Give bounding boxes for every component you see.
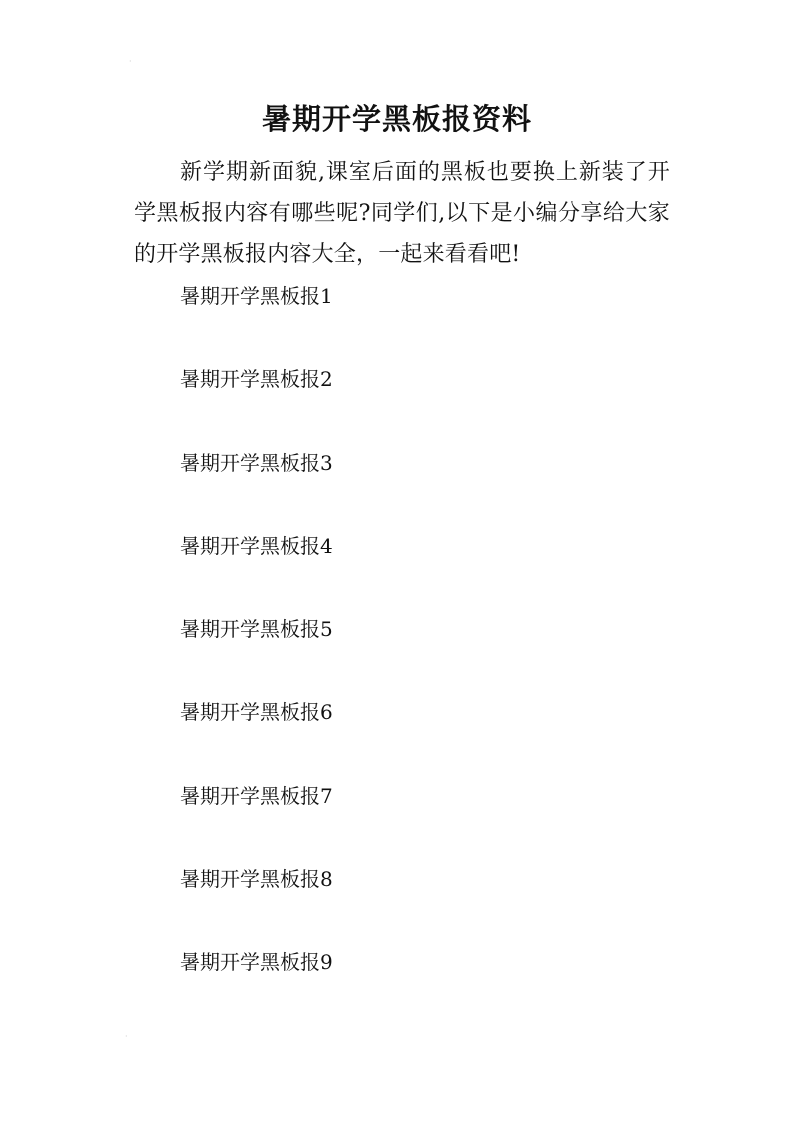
list-item: 暑期开学黑板报4 xyxy=(180,533,333,558)
list-item: 暑期开学黑板报3 xyxy=(180,450,333,475)
list-item: 暑期开学黑板报2 xyxy=(180,367,333,392)
list-item: 暑期开学黑板报9 xyxy=(180,950,333,975)
list-item: 暑期开学黑板报7 xyxy=(180,783,333,808)
item-list xyxy=(180,279,333,1029)
list-item: 暑期开学黑板报5 xyxy=(180,617,333,642)
intro-paragraph: 新学期新面貌,课室后面的黑板也要换上新装了开学黑板报内容有哪些呢?同学们,以下是小编分享给大家的开学黑板报内容大全，一起来看看吧! xyxy=(134,160,670,267)
document-title: 暑期开学黑板报资料 xyxy=(261,102,532,136)
scan-speck-bottom: · xyxy=(125,1032,128,1041)
scan-speck-top: · xyxy=(129,57,132,66)
list-item: 暑期开学黑板报1 xyxy=(180,284,333,308)
list-item: 暑期开学黑板报8 xyxy=(180,867,333,892)
list-item: 暑期开学黑板报6 xyxy=(180,700,333,725)
